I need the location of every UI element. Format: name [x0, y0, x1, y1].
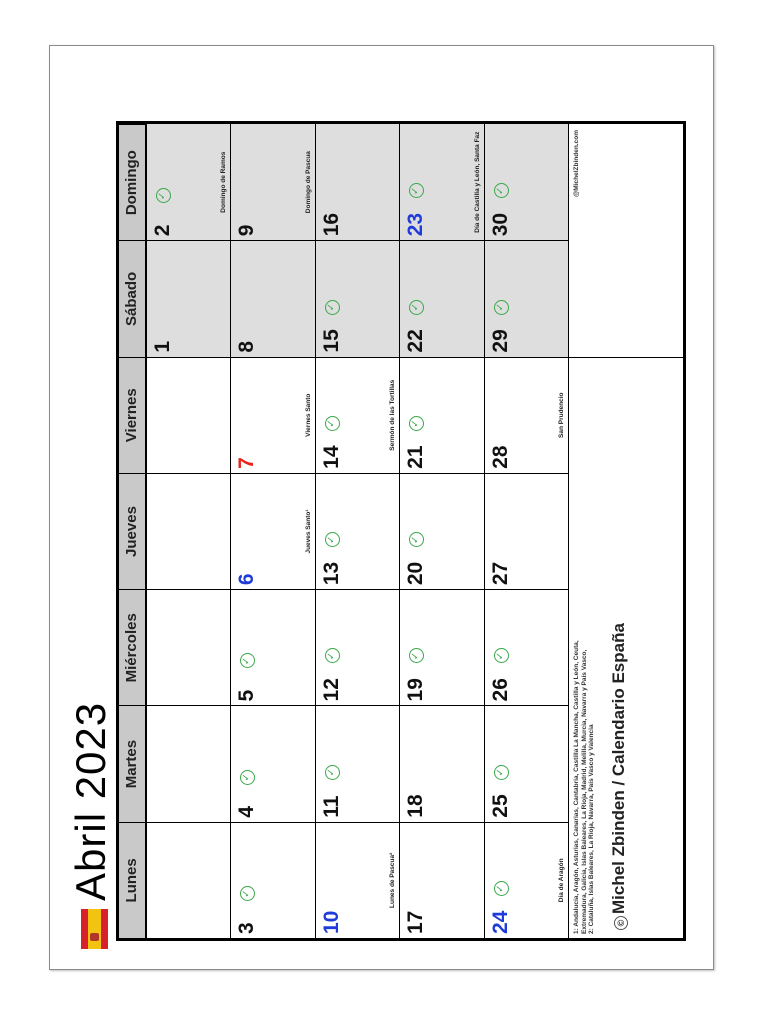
day-number: 25: [488, 794, 512, 818]
school-day-check-icon: ✓: [494, 300, 509, 315]
day-cell[interactable]: [485, 357, 569, 473]
day-number: 7: [235, 457, 259, 469]
day-cell[interactable]: [316, 357, 400, 473]
empty-cell: [147, 473, 231, 589]
empty-cell: [147, 357, 231, 473]
school-day-check-icon: ✓: [240, 653, 255, 668]
coat-of-arms-icon: [90, 933, 99, 941]
flag-stripe-yellow: [88, 909, 101, 949]
holiday-note: Lunes de Pascua²: [389, 852, 397, 908]
school-day-check-icon: ✓: [156, 188, 171, 203]
day-cell[interactable]: [400, 357, 484, 473]
day-number: 15: [319, 329, 343, 353]
school-day-check-icon: ✓: [325, 532, 340, 547]
day-cell[interactable]: [316, 589, 400, 705]
day-cell[interactable]: [231, 124, 315, 240]
footnotes-area: [569, 357, 683, 938]
day-cell[interactable]: [485, 589, 569, 705]
day-number: 9: [235, 224, 259, 237]
day-cell[interactable]: [231, 357, 315, 473]
day-cell[interactable]: [147, 240, 231, 356]
day-cell[interactable]: [231, 589, 315, 705]
weekday-header: Jueves: [119, 473, 147, 589]
calendar-page: [50, 46, 715, 971]
day-number: 12: [319, 678, 343, 702]
day-number: 17: [404, 910, 428, 934]
weekday-header: Lunes: [119, 822, 147, 938]
brand-text: Michel Zbinden / Calendario España: [609, 623, 628, 914]
footnotes: [573, 364, 596, 934]
calendar-grid: [116, 121, 686, 941]
footnote-line: 2: Cataluña, Islas Baleares, La Rioja, Navarra, País Vasco y Valencia: [588, 724, 595, 934]
weekday-header: Domingo: [119, 124, 147, 240]
school-day-check-icon: ✓: [494, 183, 509, 198]
day-number: 19: [404, 678, 428, 702]
empty-cell: [147, 589, 231, 705]
footer-right: [569, 124, 683, 357]
calendar-sheet: [49, 45, 714, 970]
day-number: 30: [488, 212, 512, 237]
day-number: 29: [488, 329, 512, 353]
day-cell[interactable]: [485, 124, 569, 240]
day-cell[interactable]: [485, 705, 569, 821]
weekday-header: Sábado: [119, 240, 147, 356]
day-cell[interactable]: [400, 473, 484, 589]
day-number: 24: [488, 910, 512, 934]
day-cell[interactable]: [400, 240, 484, 356]
school-day-check-icon: ✓: [494, 881, 509, 896]
day-number: 8: [235, 340, 259, 353]
day-number: 23: [404, 212, 428, 237]
weekday-header: Viernes: [119, 357, 147, 473]
day-cell[interactable]: [231, 240, 315, 356]
day-number: 18: [404, 794, 428, 818]
day-number: 22: [404, 329, 428, 353]
school-day-check-icon: ✓: [409, 183, 424, 198]
copyright-icon: ©: [614, 916, 628, 930]
day-number: 21: [404, 445, 428, 469]
weekday-header: Martes: [119, 705, 147, 821]
empty-cell: [147, 822, 231, 938]
day-number: 26: [488, 678, 512, 702]
school-day-check-icon: ✓: [409, 300, 424, 315]
day-cell[interactable]: [316, 822, 400, 938]
school-day-check-icon: ✓: [325, 300, 340, 315]
holiday-note: Día de Castilla y León, Santa Faz: [473, 131, 481, 233]
holiday-note: Domingo de Pascua: [304, 151, 312, 214]
footnote-line: 1: Andalucía, Aragón, Asturias, Canarias, Cantabria, Castilla La Mancha, Castilla y León, Ceuta,: [573, 640, 580, 934]
website-link[interactable]: @MichelZbinden.com: [573, 130, 580, 198]
school-day-check-icon: ✓: [494, 765, 509, 780]
day-cell[interactable]: [231, 473, 315, 589]
school-day-check-icon: ✓: [325, 765, 340, 780]
holiday-note: Domingo de Ramos: [220, 151, 228, 213]
day-number: 10: [319, 910, 343, 934]
day-number: 2: [151, 224, 174, 237]
empty-cell: [147, 705, 231, 821]
holiday-note: Jueves Santo¹: [304, 509, 312, 554]
day-cell[interactable]: [485, 473, 569, 589]
day-number: 16: [319, 212, 343, 237]
day-cell[interactable]: [400, 822, 484, 938]
day-cell[interactable]: [231, 705, 315, 821]
holiday-note: Día de Aragón: [558, 858, 565, 903]
day-cell[interactable]: [147, 124, 231, 240]
day-cell[interactable]: [400, 589, 484, 705]
holiday-note: Sermón de las Tortillas: [389, 379, 397, 451]
day-cell[interactable]: [485, 822, 569, 938]
day-number: 13: [319, 561, 343, 586]
day-number: 28: [488, 445, 512, 469]
weekday-header: Miércoles: [119, 589, 147, 705]
day-cell[interactable]: [400, 124, 484, 240]
day-cell[interactable]: [316, 473, 400, 589]
day-number: 27: [488, 561, 512, 586]
holiday-note: Viernes Santo: [304, 393, 312, 437]
day-number: 4: [235, 806, 259, 818]
day-number: 14: [319, 445, 343, 469]
brand-signature: [609, 623, 629, 930]
school-day-check-icon: ✓: [409, 416, 424, 431]
day-number: 20: [404, 561, 428, 586]
school-day-check-icon: ✓: [240, 770, 255, 785]
day-number: 3: [235, 922, 259, 934]
day-number: 6: [235, 573, 259, 586]
school-day-check-icon: ✓: [494, 648, 509, 663]
school-day-check-icon: ✓: [409, 532, 424, 547]
day-number: 5: [235, 689, 259, 702]
holiday-note: San Prudencio: [558, 392, 565, 438]
spain-flag-icon: [81, 909, 108, 949]
day-cell[interactable]: [316, 705, 400, 821]
school-day-check-icon: ✓: [325, 648, 340, 663]
day-cell[interactable]: [316, 124, 400, 240]
school-day-check-icon: ✓: [409, 648, 424, 663]
flag-stripe-red: [101, 909, 108, 949]
day-cell[interactable]: [400, 705, 484, 821]
footnote-line: Extremadura, Galicia, Islas Baleares, La Rioja, Madrid, Melilla, Murcia, Navarra y País Vasco,: [580, 649, 588, 934]
day-cell[interactable]: [485, 240, 569, 356]
page-title: Abril 2023: [67, 701, 114, 901]
day-cell[interactable]: [316, 240, 400, 356]
flag-stripe-red: [81, 909, 88, 949]
day-number: 11: [319, 795, 343, 818]
school-day-check-icon: ✓: [240, 886, 255, 901]
school-day-check-icon: ✓: [325, 416, 340, 431]
day-number: 1: [151, 340, 174, 353]
day-cell[interactable]: [231, 822, 315, 938]
